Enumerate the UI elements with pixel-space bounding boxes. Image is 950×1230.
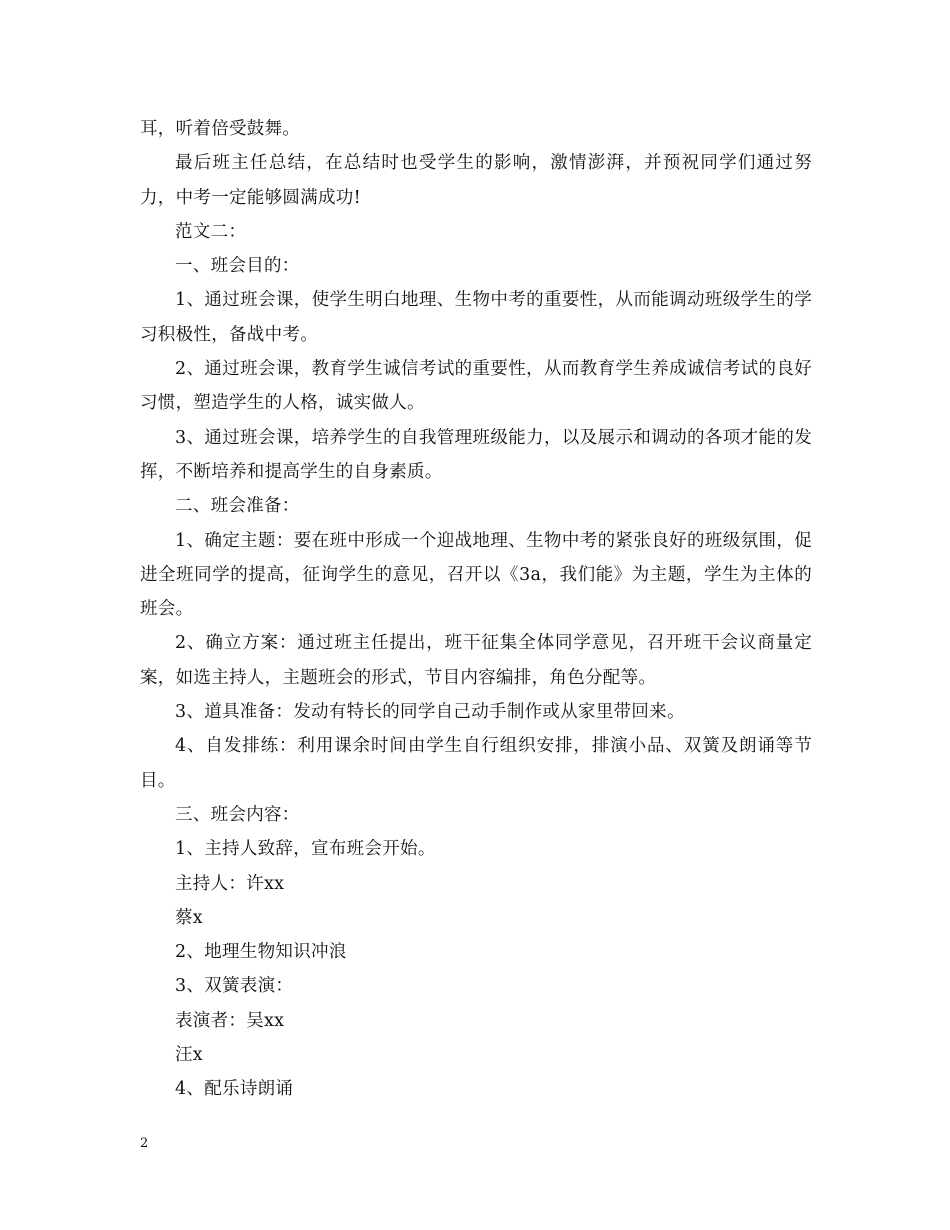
section-heading: 二、班会准备：	[175, 496, 300, 517]
paragraph: 主持人：许xx	[175, 873, 285, 894]
section-heading: 范文二：	[175, 221, 247, 242]
paragraph: 表演者：吴xx	[175, 1010, 285, 1031]
paragraph: 2、确立方案：通过班主任提出，班干征集全体同学意见，召开班干会议商量定案，如选主持人，主题班会的形式，节目内容编排，角色分配等。	[140, 633, 812, 688]
paragraph: 4、自发排练：利用课余时间由学生自行组织安排，排演小品、双簧及朗诵等节目。	[140, 736, 812, 791]
paragraph: 4、配乐诗朗诵	[175, 1079, 294, 1100]
paragraph: 3、道具准备：发动有特长的同学自己动手制作或从家里带回来。	[175, 702, 685, 723]
paragraph: 蔡x	[175, 907, 203, 928]
paragraph: 最后班主任总结，在总结时也受学生的影响，激情澎湃，并预祝同学们通过努力，中考一定能够圆满成功!	[140, 153, 812, 208]
paragraph: 3、双簧表演：	[175, 976, 294, 997]
paragraph: 1、通过班会课，使学生明白地理、生物中考的重要性，从而能调动班级学生的学习积极性，备战中考。	[140, 290, 812, 345]
paragraph: 3、通过班会课，培养学生的自我管理班级能力，以及展示和调动的各项才能的发挥，不断培养和提高学生的自身素质。	[140, 427, 812, 482]
paragraph: 汪x	[175, 1045, 203, 1066]
paragraph: 2、通过班会课，教育学生诚信考试的重要性，从而教育学生养成诚信考试的良好习惯，塑造学生的人格，诚实做人。	[140, 359, 812, 414]
paragraph: 耳，听着倍受鼓舞。	[140, 119, 301, 139]
page-number: 2	[140, 1136, 149, 1151]
paragraph: 2、地理生物知识冲浪	[175, 942, 347, 963]
paragraph: 1、主持人致辞，宣布班会开始。	[175, 839, 436, 860]
document-body	[140, 112, 812, 1107]
section-heading: 三、班会内容：	[175, 804, 300, 825]
paragraph: 1、确定主题：要在班中形成一个迎战地理、生物中考的紧张良好的班级氛围，促进全班同学的提高，征询学生的意见，召开以《3a，我们能》为主题，学生为主体的班会。	[140, 530, 812, 620]
section-heading: 一、班会目的：	[175, 256, 300, 277]
